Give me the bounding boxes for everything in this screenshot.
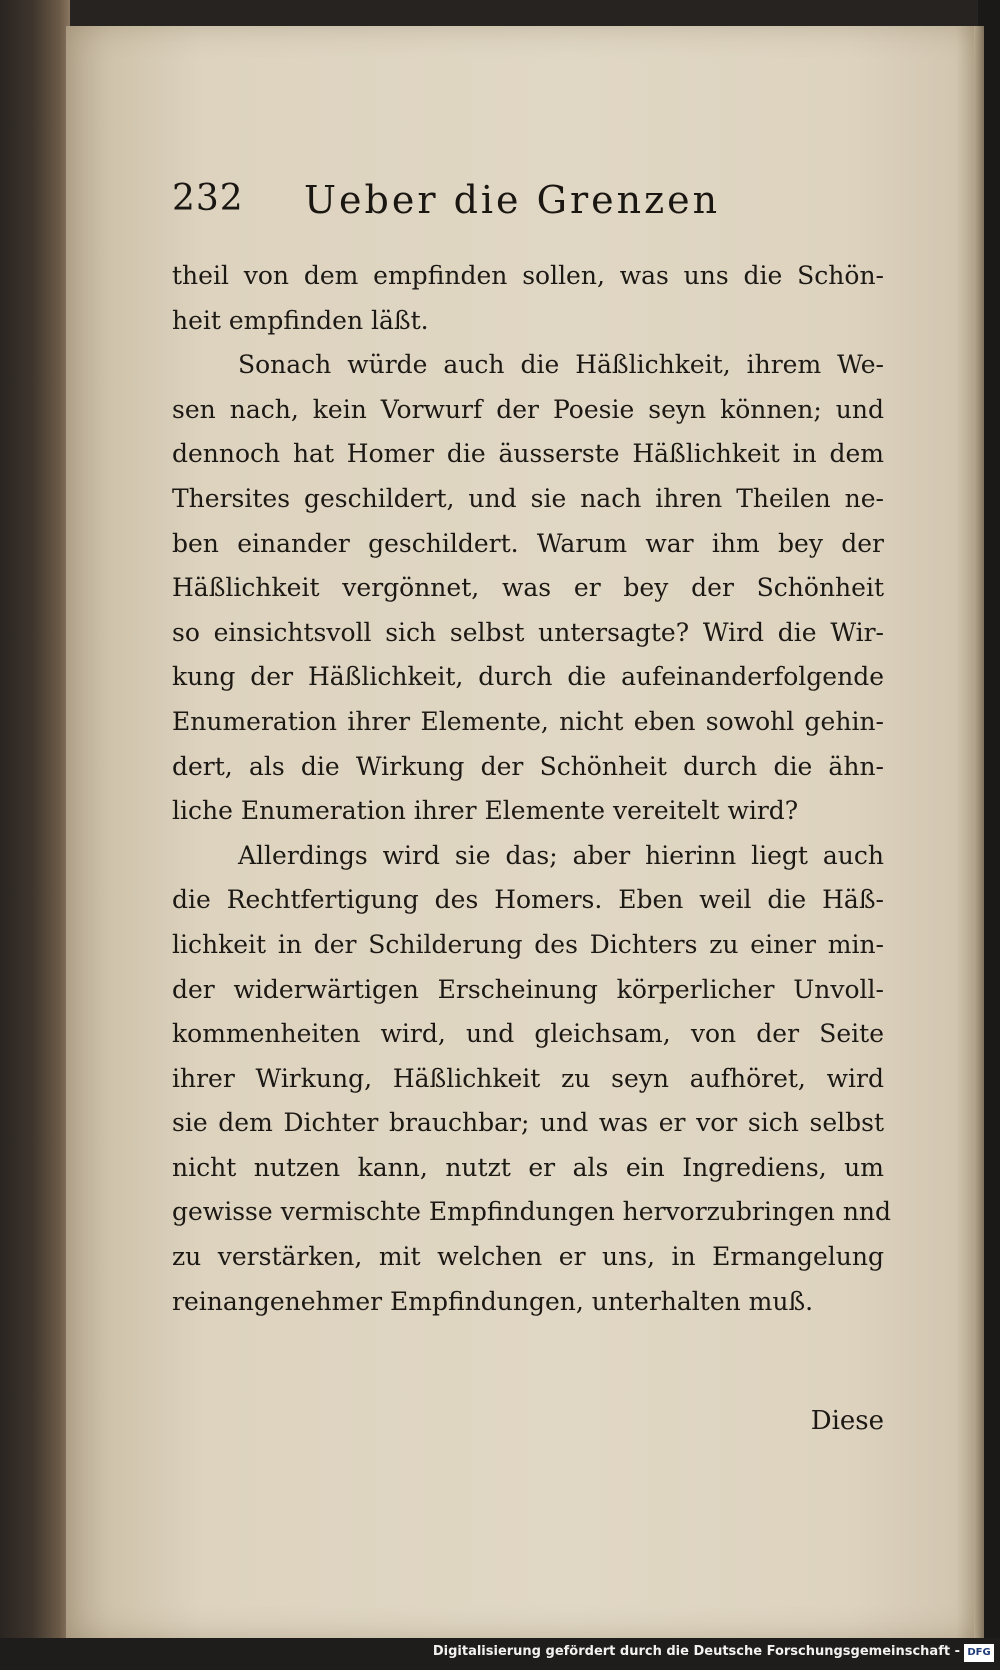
text-line: heit empfinden läßt. — [172, 305, 429, 335]
page-number: 232 — [172, 178, 244, 219]
text-line: Sonach würde auch die Häßlichkeit, ihrem We- — [238, 350, 884, 380]
text-line: so einsichtsvoll sich selbst untersagte? Wird die Wir- — [172, 617, 884, 647]
text-line: die Rechtfertigung des Homers. Eben weil die Häß- — [172, 885, 884, 915]
text-line: reinangenehmer Empfindungen, unterhalten muß. — [172, 1286, 814, 1316]
text-line: der widerwärtigen Erscheinung körperlicher Unvoll- — [172, 974, 884, 1004]
text-line: Enumeration ihrer Elemente, nicht eben sowohl gehin- — [172, 706, 884, 736]
text-line: dert, als die Wirkung der Schönheit durch die ähn- — [172, 751, 884, 781]
text-line: ihrer Wirkung, Häßlichkeit zu seyn aufhöret, wird — [172, 1063, 884, 1093]
text-line: theil von dem empfinden sollen, was uns die Schön- — [172, 261, 884, 290]
funding-credit: Digitalisierung gefördert durch die Deutsche Forschungsgemeinschaft - — [432, 1644, 960, 1659]
body-text — [172, 254, 892, 1324]
footer-bar — [0, 1638, 1000, 1670]
text-line: gewisse vermischte Empfindungen hervorzubringen nnd — [172, 1197, 892, 1227]
running-title: Ueber die Grenzen — [304, 178, 721, 222]
text-line: Häßlichkeit vergönnet, was er bey der Schönheit — [172, 573, 884, 603]
text-line: kommenheiten wird, und gleichsam, von der Seite — [172, 1019, 884, 1049]
text-line: sie dem Dichter brauchbar; und was er vor sich selbst — [172, 1108, 884, 1138]
catchword: Diese — [810, 1406, 884, 1436]
page-edge — [974, 26, 984, 1638]
running-head — [172, 178, 812, 238]
text-line: nicht nutzen kann, nutzt er als ein Ingrediens, um — [172, 1152, 884, 1182]
text-line: kung der Häßlichkeit, durch die aufeinanderfolgende — [172, 662, 884, 692]
dfg-logo-icon: DFG — [964, 1644, 994, 1662]
text-line: Allerdings wird sie das; aber hierinn liegt auch — [238, 840, 884, 870]
text-line: lichkeit in der Schilderung des Dichters zu einer min- — [172, 929, 884, 959]
text-line: sen nach, kein Vorwurf der Poesie seyn können; und — [172, 394, 884, 424]
text-line: zu verstärken, mit welchen er uns, in Ermangelung — [172, 1242, 884, 1272]
book-cover-left-edge — [0, 0, 70, 1670]
text-line: Thersites geschildert, und sie nach ihren Theilen ne- — [172, 483, 884, 513]
text-line: ben einander geschildert. Warum war ihm bey der — [172, 528, 884, 558]
text-line: liche Enumeration ihrer Elemente vereitelt wird? — [172, 796, 799, 826]
text-line: dennoch hat Homer die äusserste Häßlichkeit in dem — [172, 439, 884, 469]
